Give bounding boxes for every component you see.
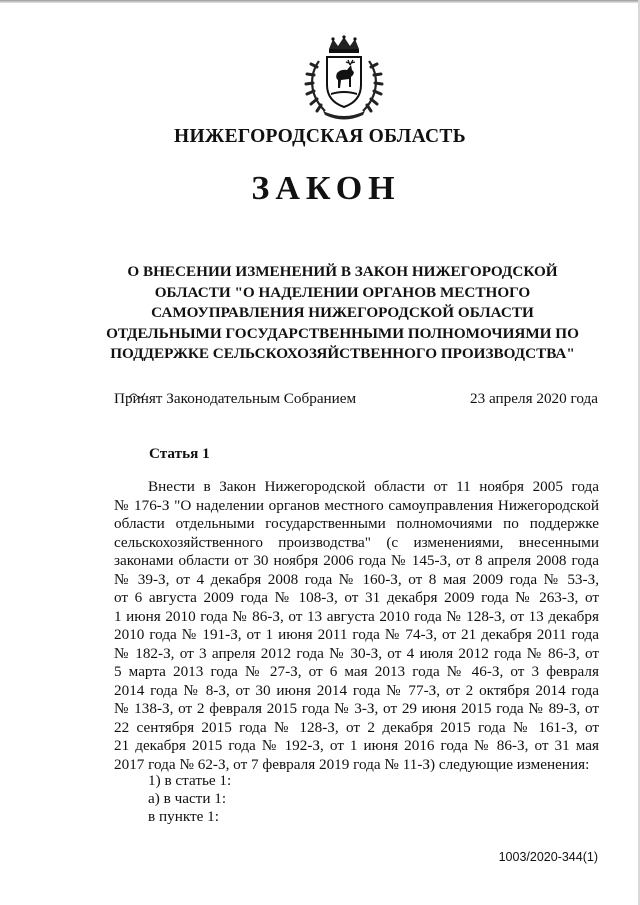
coat-of-arms-deer-icon <box>301 35 387 121</box>
adoption-text: Принят Законодательным Собранием <box>114 390 357 407</box>
page-top-edge <box>0 0 640 3</box>
adoption-line <box>114 390 598 408</box>
body-line: 1 июня 2010 года № 86-З, от 13 августа 2010 года № 128-З, от 13 декабря <box>114 607 599 625</box>
body-line: № 138-З, от 2 февраля 2015 года № 3-З, от 29 июня 2015 года № 89-З, от <box>114 700 599 717</box>
body-line: № 182-З, от 3 апреля 2012 года № 30-З, от 4 июля 2012 года № 86-З, от <box>114 644 599 662</box>
law-title-line: ПОДДЕРЖКЕ СЕЛЬСКОХОЗЯЙСТВЕННОГО ПРОИЗВОДСТВА" <box>110 345 575 362</box>
body-line: законами области от 30 ноября 2006 года № 145-З, от 8 апреля 2008 года <box>114 552 599 569</box>
region-name: НИЖЕГОРОДСКАЯ ОБЛАСТЬ <box>174 126 466 147</box>
body-line: от 6 августа 2009 года № 108-З, от 31 декабря 2009 года № 263-З, от <box>114 589 599 606</box>
body-line: 2010 года № 191-З, от 1 июня 2011 года № 74-З, от 21 декабря 2011 года <box>114 626 599 643</box>
article-body <box>114 478 599 774</box>
adoption-date: 23 апреля 2020 года <box>470 390 598 407</box>
list-item: а) в части 1: <box>148 790 227 807</box>
list-item: 1) в статье 1: <box>148 772 232 789</box>
law-title <box>100 262 585 365</box>
body-line: № 176-З "О наделении органов местного самоуправления Нижегородской <box>114 496 599 514</box>
body-line: 22 сентября 2015 года № 128-З, от 2 декабря 2015 года № 161-З, от <box>114 718 599 736</box>
law-title-line: ОТДЕЛЬНЫМИ ГОСУДАРСТВЕННЫМИ ПОЛНОМОЧИЯМИ ПО <box>106 324 579 342</box>
law-title-line: САМОУПРАВЛЕНИЯ НИЖЕГОРОДСКОЙ ОБЛАСТИ <box>151 304 534 321</box>
body-line: 2014 года № 8-З, от 30 июня 2014 года № 77-З, от 2 октября 2014 года <box>114 681 599 699</box>
body-line: сельскохозяйственного производства" (с изменениями, внесенными <box>114 533 599 551</box>
document-code: 1003/2020-344(1) <box>498 850 598 864</box>
article-heading: Статья 1 <box>149 445 210 462</box>
document-type: ЗАКОН <box>251 170 401 207</box>
body-line: Внести в Закон Нижегородской области от 11 ноября 2005 года <box>148 478 599 495</box>
list-item: в пункте 1: <box>148 808 219 825</box>
body-line: 5 марта 2013 года № 27-З, от 6 мая 2013 года № 46-З, от 3 февраля <box>114 663 599 680</box>
body-line: 2017 года № 62-З, от 7 февраля 2019 года № 11-З) следующие изменения: <box>114 755 590 773</box>
body-line: 21 декабря 2015 года № 192-З, от 1 июня 2016 года № 86-З, от 31 мая <box>114 737 599 754</box>
law-title-line: ОБЛАСТИ "О НАДЕЛЕНИИ ОРГАНОВ МЕСТНОГО <box>154 283 531 301</box>
body-line: области отдельными государственными полномочиями по поддержке <box>114 515 599 532</box>
law-title-line: О ВНЕСЕНИИ ИЗМЕНЕНИЙ В ЗАКОН НИЖЕГОРОДСКОЙ <box>127 263 558 280</box>
body-line: № 39-З, от 4 декабря 2008 года № 160-З, от 8 мая 2009 года № 53-З, <box>114 570 599 588</box>
